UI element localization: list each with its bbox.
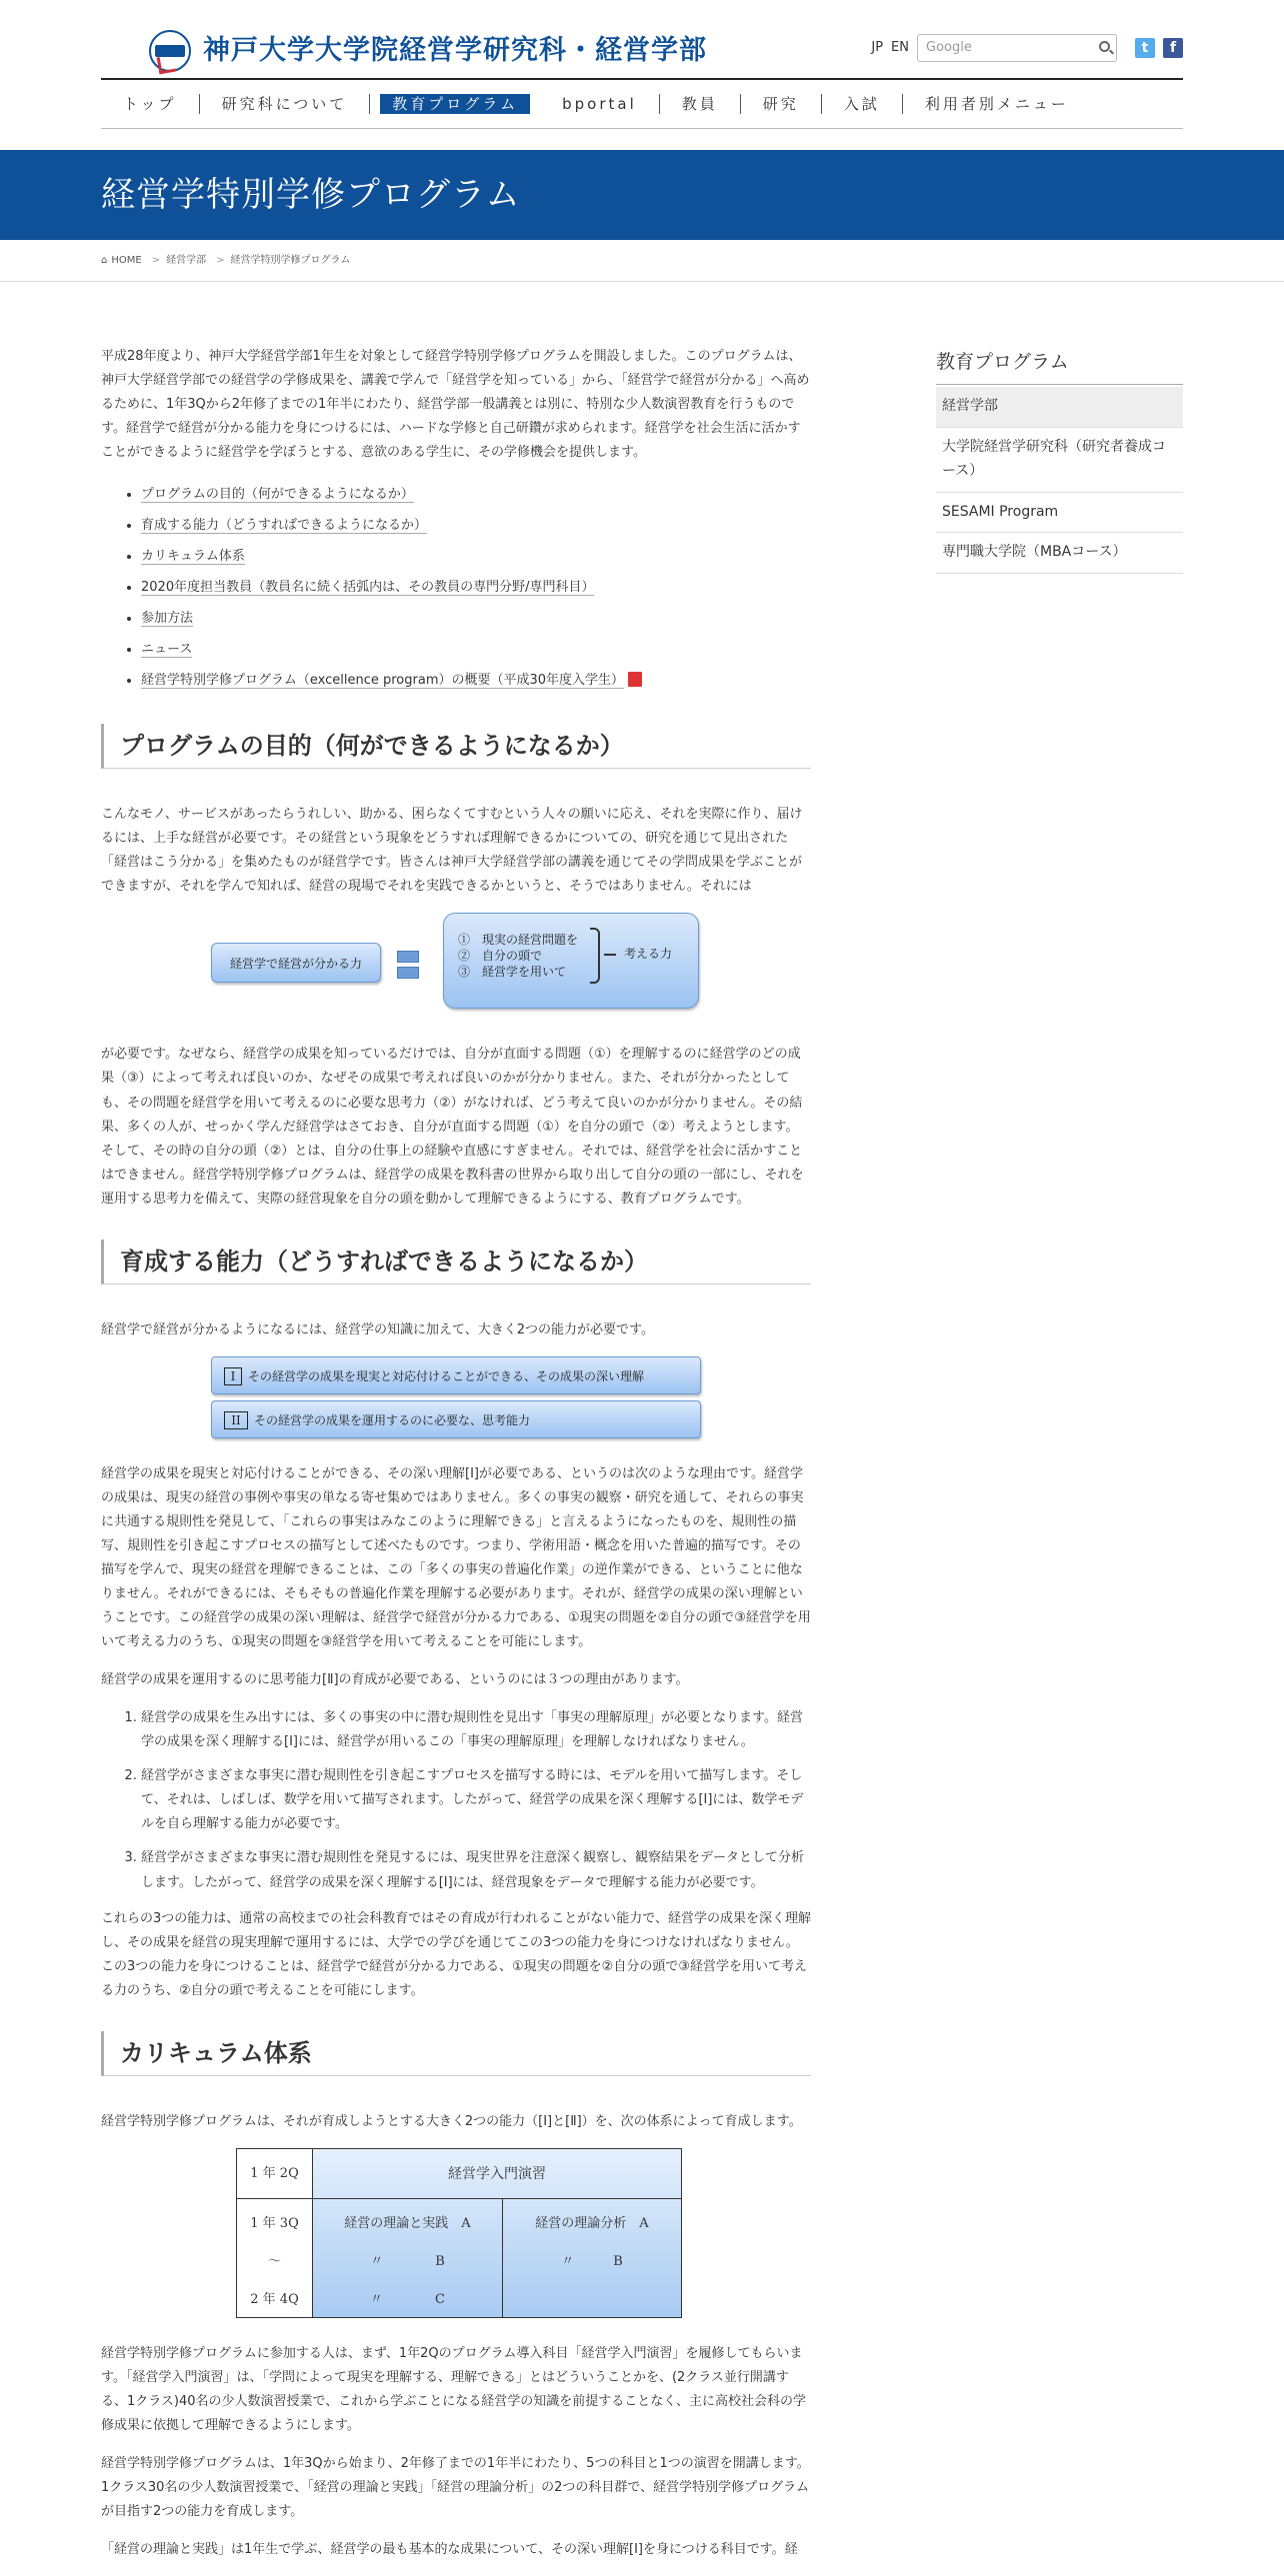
course-group: 経営の理論分析 A 〃 B bbox=[535, 2215, 649, 2269]
diagram-right-box bbox=[443, 913, 699, 1009]
section-text: 経営学特別学修プログラムは、それが育成しようとする大きく2つの能力（[Ⅰ]と[Ⅱ]）を、次の体系によって育成します。 bbox=[101, 2113, 802, 2129]
lang-en-link[interactable]: EN bbox=[891, 39, 909, 55]
section-text: こんなモノ、サービスがあったらうれしい、助かる、困らなくてすむという人々の願いに応え、それを実際に作り、届けるには、上手な経営が必要です。その経営という現象をどうすれば理解できるかについての、研究を通じて見出された「経営はこう分かる」を集めたものが経営学です。皆さんは神戸大学経営学部の講義を通じてその学問成果を学ぶことができますが、それを学んで知れば、経営の現場でそれを実践できるかというと、そうではありません。それには bbox=[101, 807, 803, 895]
section-text: 経営学で経営が分かるようになるには、経営学の知識に加えて、大きく2つの能力が必要です。 bbox=[101, 1321, 654, 1337]
nav-top[interactable]: トップ bbox=[101, 94, 200, 114]
equals-icon bbox=[397, 967, 419, 979]
page-title: 経営学特別学修プログラム bbox=[101, 175, 521, 215]
row-label: 1 年 3Q ～ 2 年 4Q bbox=[237, 2199, 313, 2317]
brace-icon bbox=[590, 928, 600, 984]
section-text: 経営学特別学修プログラムは、1年3Qから始まり、2年修了までの1年半にわたり、5つの科目と1つの演習を開講します。1クラス30名の少人数演習授業で、「経営の理論と実践」「経営の理論分析」の2つの科目群で、経営学特別学修プログラムが目指す2つの能力を育成します。 bbox=[101, 2455, 810, 2520]
diagram-item: ① 現実の経営問題を bbox=[458, 933, 579, 948]
intro-text: 平成28年度より、神戸大学経営学部1年生を対象として経営学特別学修プログラムを開設しました。このプログラムは、神戸大学経営学部での経営学の学修成果を、講義で学んで「経営学を知っている」から、「経営学で経営が分かる」へ高めるために、1年3Qから2年修了までの1年半にわたり、経営学部一般講義とは別に、特別な少人数演習教育を行うものです。経営学で経営が分かる能力を身につけるには、ハードな学修と自己研鑽が求められます。経営学を社会生活に活かすことができるように経営学を学ぼうとする、意欲のある学生に、その学修機会を提供します。 bbox=[101, 349, 810, 461]
facebook-icon[interactable]: f bbox=[1163, 38, 1183, 58]
site-title: 神戸大学大学院経営学研究科・経営学部 bbox=[203, 35, 707, 66]
section-heading: カリキュラム体系 bbox=[101, 2031, 811, 2076]
breadcrumb-faculty[interactable]: 経営学部 bbox=[166, 255, 207, 266]
main-content bbox=[101, 345, 811, 2576]
row-label: 1 年 2Q bbox=[237, 2149, 313, 2199]
list-item: 2. 経営学がさまざまな事実に潜む規則性を引き起こすプロセスを描写する時には、モデルを用いて描写します。そして、それは、しばしば、数学を用いて描写されます。したがって、経営学の成果を深く理解する[Ⅰ]には、数学モデルを自ら理解する能力が必要です。 bbox=[141, 1764, 811, 1836]
breadcrumb-home[interactable]: HOME bbox=[111, 255, 142, 266]
two-abilities-diagram bbox=[101, 1356, 811, 1448]
section-text: これらの3つの能力は、通常の高校までの社会科教育ではその育成が行われることがない能力で、経営学の成果を深く理解し、その成果を経営の現実理解で運用するには、大学での学びを通じてこの3つの能力を身につけなければなりません。この3つの能力を身につけることは、経営学で経営が分かる力である、①現実の問題を②自分の頭で③経営学を用いて考える力のうち、②自分の頭で考えることを可能にします。 bbox=[101, 1910, 812, 1998]
curriculum-table bbox=[101, 2148, 811, 2328]
section-text: 「経営の理論と実践」は1年生で学ぶ、経営学の最も基本的な成果について、その深い理解[Ⅰ]を身につける科目です。経 bbox=[101, 2542, 798, 2558]
sidebar-item-mba[interactable]: 専門職大学院（MBAコース） bbox=[936, 533, 1183, 574]
course-name: 経営学入門演習 bbox=[313, 2149, 681, 2199]
ability-diagram bbox=[101, 913, 811, 1029]
section-text: 経営学特別学修プログラムに参加する人は、まず、1年2Qのプログラム導入科目「経営学入門演習」を履修してもらいます。「経営学入門演習」は、「学問によって現実を理解する、理解できる」とはどういうことかを、(2クラス並行開講する、1クラス)40名の少人数演習授業で、これから学ぶことになる経営学の知識を前提することなく、主に高校社会科の学修成果に依拠して理解できるようにします。 bbox=[101, 2345, 806, 2433]
diagram-item: ③ 経営学を用いて bbox=[458, 965, 567, 980]
pdf-icon bbox=[628, 672, 642, 687]
toc-item[interactable]: • ニュース bbox=[141, 634, 811, 665]
nav-research[interactable]: 研究 bbox=[741, 94, 822, 114]
toc-item[interactable]: • 参加方法 bbox=[141, 603, 811, 634]
nav-user-menu[interactable]: 利用者別メニュー bbox=[924, 95, 1069, 113]
sidebar-title: 教育プログラム bbox=[936, 345, 1183, 385]
breadcrumb-separator: > bbox=[151, 255, 161, 266]
search-placeholder: Google bbox=[926, 39, 972, 55]
ability-box: I その経営学の成果を現実と対応付けることができる、その成果の深い理解 bbox=[211, 1356, 701, 1394]
breadcrumb-separator: > bbox=[216, 255, 225, 266]
course-group: 経営の理論と実践 A 〃 B 〃 C bbox=[313, 2199, 503, 2317]
diagram-left-box: 経営学で経営が分かる力 bbox=[211, 943, 381, 983]
home-icon: ⌂ bbox=[101, 255, 108, 266]
sidebar-item-faculty[interactable]: 経営学部 bbox=[936, 387, 1183, 428]
lang-jp-link[interactable]: JP bbox=[871, 39, 884, 55]
toc-list bbox=[141, 479, 811, 696]
list-item: 3. 経営学がさまざまな事実に潜む規則性を発見するには、現実世界を注意深く観察し、観察結果をデータとして分析します。したがって、経営学の成果を深く理解する[Ⅰ]には、経営現象をデータで理解する能力が必要です。 bbox=[141, 1846, 811, 1894]
sidebar bbox=[936, 345, 1183, 574]
section-heading: 育成する能力（どうすればできるようになるか） bbox=[101, 1240, 811, 1285]
sidebar-item-sesami[interactable]: SESAMI Program bbox=[936, 493, 1183, 534]
section-text: 経営学の成果を現実と対応付けることができる、その深い理解[Ⅰ]が必要である、というのは次のような理由です。経営学の成果は、現実の経営の事例や事実の単なる寄せ集めではありません。多くの事実の観察・研究を通して、それらの事実に共通する規則性を発見して、「これらの事実はみなこのように理解できる」と言えるようになったものを、規則性の描写、規則性を引き起こすプロセスの描写として述べたものです。つまり、学術用語・概念を用いた普遍的描写です。その描写を学んで、現実の経営を理解できることは、この「多くの事実の普遍化作業」の逆作業ができる、ということに他なりません。それができるには、そもそもの普遍化作業を理解する必要があります。それが、経営学の成果の深い理解ということです。この経営学の成果の深い理解は、経営学で経営が分かる力である、①現実の問題を②自分の頭で③経営学を用いて考える力のうち、①現実の問題を③経営学を用いて考えることを可能にします。 bbox=[101, 1465, 811, 1650]
equals-icon bbox=[397, 951, 419, 963]
diagram-result: 考える力 bbox=[624, 947, 673, 962]
section-text: が必要です。なぜなら、経営学の成果を知っているだけでは、自分が直面する問題（①）を理解するのに経営学のどの成果（③）によって考えれば良いのか、なぜその成果で考えれば良いのかが分かりません。また、それが分かったとしても、その問題を経営学を用いて考えるのに必要な思考力（②）がなければ、どう考えて良いのかが分かりません。その結果、多くの人が、せっかく学んだ経営学はさておき、自分が直面する問題（①）を自分の頭で（②）考えようとします。そして、その時の自分の頭（②）とは、自分の仕事上の経験や直感にすぎません。それでは、経営学を社会に活かすことはできません。経営学特別学修プログラムは、経営学の成果を教科書の世界から取り出して自分の頭の一部にし、それを運用する思考力を備えて、実際の経営現象を自分の頭を動かして理解できるようにする、教育プログラムです。 bbox=[101, 1047, 804, 1207]
toc-item[interactable]: • 2020年度担当教員（教員名に続く括弧内は、その教員の専門分野/専門科目） bbox=[141, 572, 811, 603]
section-text: 経営学の成果を運用するのに思考能力[Ⅱ]の育成が必要である、というのには３つの理由があります。 bbox=[101, 1672, 689, 1688]
twitter-icon[interactable]: t bbox=[1135, 38, 1155, 58]
curriculum-grid bbox=[236, 2148, 682, 2318]
reasons-list bbox=[141, 1706, 811, 1894]
toc-item[interactable]: • カリキュラム体系 bbox=[141, 541, 811, 572]
nav-about[interactable]: 研究科について bbox=[200, 94, 371, 114]
ability-box: II その経営学の成果を運用するのに必要な、思考能力 bbox=[211, 1400, 701, 1438]
section-heading: プログラムの目的（何ができるようになるか） bbox=[101, 724, 811, 769]
toc-item[interactable]: • プログラムの目的（何ができるようになるか） bbox=[141, 479, 811, 510]
diagram-item: ② 自分の頭で bbox=[458, 949, 543, 964]
nav-admission[interactable]: 入試 bbox=[822, 94, 903, 114]
list-item: 1. 経営学の成果を生み出すには、多くの事実の中に潜む規則性を見出す「事実の理解原理」が必要となります。経営学の成果を深く理解する[Ⅰ]には、経営学が用いるこの「事実の理解原理」を理解しなければなりません。 bbox=[141, 1706, 811, 1754]
nav-faculty[interactable]: 教員 bbox=[660, 94, 741, 114]
toc-item[interactable]: • 経営学特別学修プログラム（excellence program）の概要（平成30年度入学生） bbox=[141, 665, 811, 696]
breadcrumb-current: 経営学特別学修プログラム bbox=[230, 255, 351, 266]
toc-item[interactable]: • 育成する能力（どうすればできるようになるか） bbox=[141, 510, 811, 541]
nav-education[interactable]: 教育プログラム bbox=[380, 94, 530, 114]
sidebar-item-graduate[interactable]: 大学院経営学研究科（研究者養成コース） bbox=[936, 428, 1183, 493]
nav-bportal[interactable]: bportal bbox=[540, 94, 660, 114]
